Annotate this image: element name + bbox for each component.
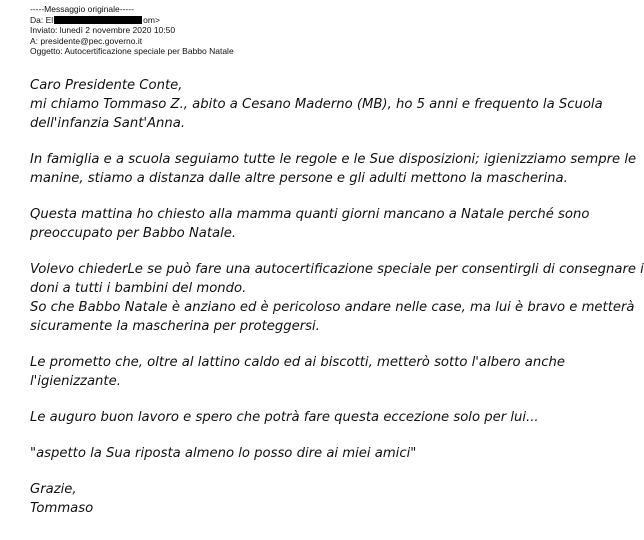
from-line [30,15,234,26]
text-line: Le prometto che, oltre al lattino caldo ed ai biscotti, metterò sotto l'albero anche [30,355,565,370]
text-line: preoccupato per Babbo Natale. [30,226,237,241]
email-header [30,4,234,57]
text-line: mi chiamo Tommaso Z., abito a Cesano Maderno (MB), ho 5 anni e frequento la Scuola [30,97,603,112]
text-line: In famiglia e a scuola seguiamo tutte le regole e le Sue disposizioni; igienizziamo sempre le [30,152,637,167]
text-line: Volevo chiederLe se può fare una autocertificazione speciale per consentirgli di consegnare i [30,262,644,277]
text-line: l'igienizzante. [30,374,121,389]
paragraph-worry [30,205,630,243]
letter-signature: Tommaso [30,501,94,516]
text-line: sicuramente la mascherina per proteggersi. [30,319,320,334]
paragraph-rules [30,150,637,188]
text-line: dell'infanzia Sant'Anna. [30,116,186,131]
text-line: So che Babbo Natale è anziano ed è pericoloso andare nelle case, ma lui è bravo e metterà [30,300,635,315]
letter-greeting: Caro Presidente Conte, [30,78,183,93]
from-label: Da: [30,14,44,25]
paragraph-quote [30,444,630,463]
text-line: manine, stiamo a distanza dalle altre persone e gli adulti mettono la mascherina. [30,171,568,186]
text-line: "aspetto la Sua riposta almeno lo posso dire ai miei amici" [30,446,417,461]
redaction-bar [54,16,142,24]
from-address-end: om> [143,14,160,25]
subject-text: Autocertificazione speciale per Babbo Natale [64,46,234,57]
original-message-separator: -----Messaggio originale----- [30,4,134,14]
sent-date: lunedì 2 novembre 2020 10:50 [59,25,176,36]
letter-closing: Grazie, [30,482,77,497]
paragraph-wishes [30,408,630,427]
subject-label: Oggetto: [30,46,63,57]
text-line: Questa mattina ho chiesto alla mamma quanti giorni mancano a Natale perché sono [30,207,590,222]
to-line [30,36,234,47]
paragraph-promise [30,353,630,391]
letter-body [30,76,644,518]
text-line: Le auguro buon lavoro e spero che potrà fare questa eccezione solo per lui... [30,410,539,425]
text-line: doni a tutti i bambini del mondo. [30,281,247,296]
subject-line [30,46,234,57]
sent-label: Inviato: [30,25,58,36]
paragraph-introduction [30,95,630,133]
to-label: A: [30,35,39,46]
to-address: presidente@pec.governo.it [40,35,143,46]
from-address-start: El [45,14,54,25]
paragraph-request [30,260,644,336]
sent-line [30,25,234,36]
